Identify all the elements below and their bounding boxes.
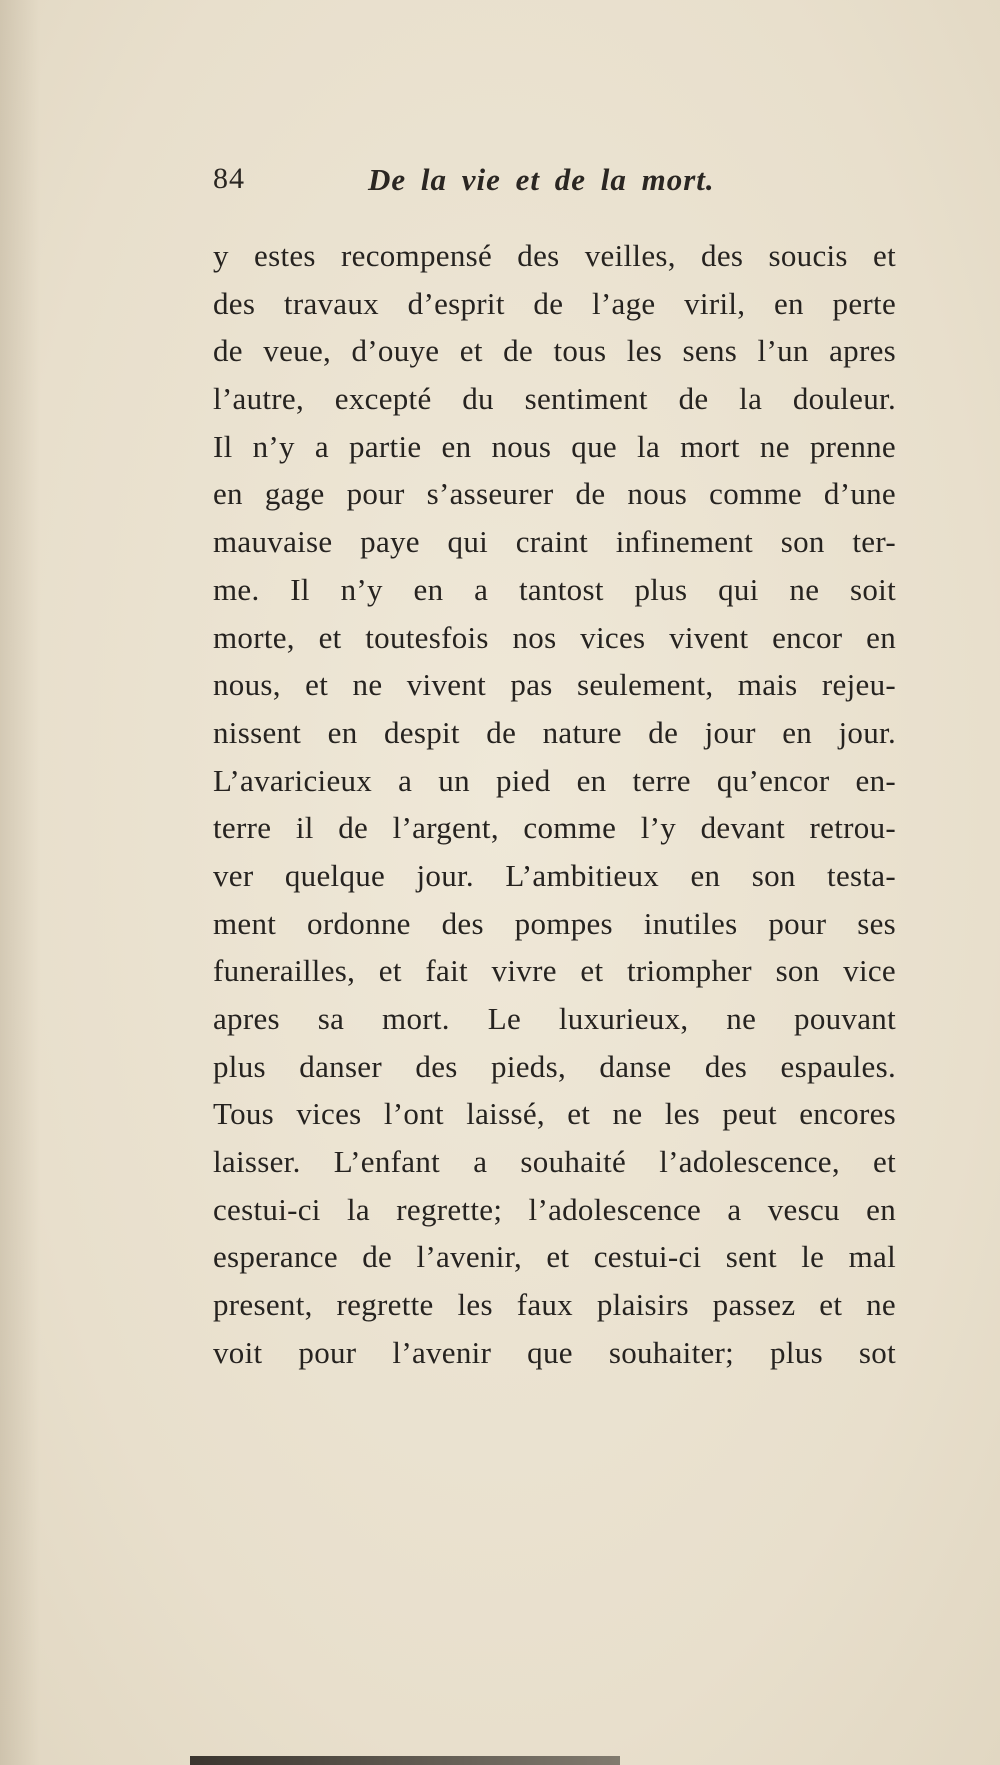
text-line: nissent en despit de nature de jour en jour. [213,714,896,750]
page-gutter-shadow [0,0,40,1765]
text-line: nous, et ne vivent pas seulement, mais rejeu- [213,667,896,703]
text-line: ment ordonne des pompes inutiles pour ses [213,905,896,941]
text-line: apres sa mort. Le luxurieux, ne pouvant [213,1001,896,1036]
text-line: funerailles, et fait vivre et triompher son vice [213,953,896,989]
text-line: cestui-ci la regrette; l’adolescence a vescu en [213,1191,896,1227]
text-line: L’avaricieux a un pied en terre qu’encor en- [213,762,896,798]
text-line: Il n’y a partie en nous que la mort ne prenne [213,428,896,464]
text-line: plus danser des pieds, danse des espaules. [213,1048,896,1084]
text-line: en gage pour s’asseurer de nous comme d’une [213,476,896,512]
text-line: Tous vices l’ont laissé, et ne les peut encores [213,1096,896,1132]
text-line: mauvaise paye qui craint infinement son ter- [213,524,896,560]
text-line: voit pour l’avenir que souhaiter; plus sot [213,1334,896,1370]
page-bottom-edge [190,1756,620,1765]
text-line: laisser. L’enfant a souhaité l’adolescence, et [213,1144,896,1180]
text-line: present, regrette les faux plaisirs passez et ne [213,1287,896,1323]
text-line: l’autre, excepté du sentiment de la douleur. [213,381,896,417]
running-title: De la vie et de la mort. [368,162,715,197]
text-line: terre il de l’argent, comme l’y devant retrou- [213,810,896,846]
text-line: morte, et toutesfois nos vices vivent encor en [213,619,896,655]
text-line: y estes recompensé des veilles, des soucis et [213,238,896,273]
text-line: de veue, d’ouye et de tous les sens l’un apres [213,333,896,369]
text-line: ver quelque jour. L’ambitieux en son testa- [213,857,896,893]
text-line: des travaux d’esprit de l’age viril, en perte [213,285,896,321]
body-text [213,232,896,1377]
text-line: me. Il n’y en a tantost plus qui ne soit [213,571,896,607]
text-line: esperance de l’avenir, et cestui-ci sent le mal [213,1239,896,1275]
running-head [213,162,813,208]
page-number: 84 [213,162,245,195]
